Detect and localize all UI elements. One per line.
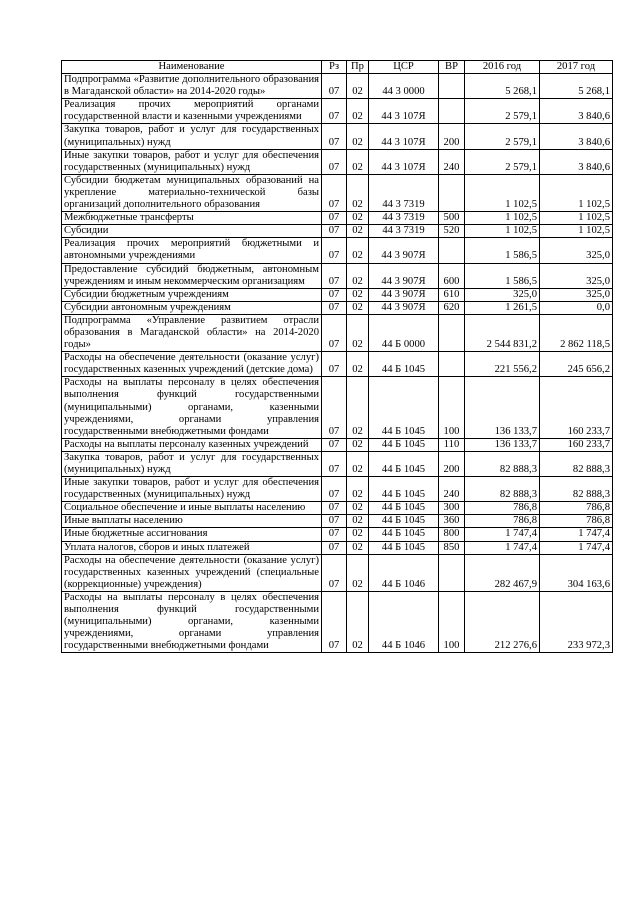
row-vr: 200 bbox=[439, 124, 465, 149]
row-amount-2017: 1 747,4 bbox=[540, 541, 613, 554]
table-row bbox=[62, 238, 613, 263]
row-rz: 07 bbox=[322, 554, 347, 591]
row-pr: 02 bbox=[347, 263, 369, 288]
row-amount-2017: 786,8 bbox=[540, 515, 613, 528]
row-pr: 02 bbox=[347, 541, 369, 554]
row-pr: 02 bbox=[347, 438, 369, 451]
table-row bbox=[62, 438, 613, 451]
row-amount-2017: 1 102,5 bbox=[540, 212, 613, 225]
table-row bbox=[62, 149, 613, 174]
table-row bbox=[62, 591, 613, 652]
table-row bbox=[62, 502, 613, 515]
row-amount-2016: 2 579,1 bbox=[465, 99, 540, 124]
row-name: Расходы на обеспечение деятельности (оказание услуг) государственных казенных учреждений (специальные (коррекционные) учреждения) bbox=[62, 554, 322, 591]
row-pr: 02 bbox=[347, 314, 369, 351]
row-rz: 07 bbox=[322, 74, 347, 99]
row-rz: 07 bbox=[322, 225, 347, 238]
row-rz: 07 bbox=[322, 314, 347, 351]
table-row bbox=[62, 528, 613, 541]
row-vr bbox=[439, 554, 465, 591]
row-pr: 02 bbox=[347, 477, 369, 502]
row-amount-2016: 212 276,6 bbox=[465, 591, 540, 652]
row-vr: 520 bbox=[439, 225, 465, 238]
row-name: Социальное обеспечение и иные выплаты населению bbox=[62, 502, 322, 515]
table-row bbox=[62, 515, 613, 528]
row-name: Расходы на выплаты персоналу в целях обеспечения выполнения функций государственными (муниципальными) органами, казенными учреждениями, органами управления государственными внебюджетными фондами bbox=[62, 591, 322, 652]
header-vr: ВР bbox=[439, 61, 465, 74]
row-amount-2017: 245 656,2 bbox=[540, 352, 613, 377]
row-amount-2017: 304 163,6 bbox=[540, 554, 613, 591]
row-rz: 07 bbox=[322, 541, 347, 554]
row-csr: 44 3 7319 bbox=[369, 174, 439, 211]
row-csr: 44 3 907Я bbox=[369, 263, 439, 288]
row-amount-2017: 325,0 bbox=[540, 288, 613, 301]
row-amount-2017: 160 233,7 bbox=[540, 377, 613, 438]
row-amount-2016: 82 888,3 bbox=[465, 477, 540, 502]
row-pr: 02 bbox=[347, 528, 369, 541]
row-name: Подпрограмма «Управление развитием отрасли образования в Магаданской области» на 2014-2020 годы» bbox=[62, 314, 322, 351]
header-name: Наименование bbox=[62, 61, 322, 74]
row-pr: 02 bbox=[347, 591, 369, 652]
row-amount-2017: 160 233,7 bbox=[540, 438, 613, 451]
row-amount-2017: 325,0 bbox=[540, 263, 613, 288]
row-amount-2017: 82 888,3 bbox=[540, 451, 613, 476]
row-amount-2017: 2 862 118,5 bbox=[540, 314, 613, 351]
row-vr: 360 bbox=[439, 515, 465, 528]
row-amount-2017: 1 747,4 bbox=[540, 528, 613, 541]
row-amount-2017: 1 102,5 bbox=[540, 174, 613, 211]
row-amount-2016: 282 467,9 bbox=[465, 554, 540, 591]
row-vr: 620 bbox=[439, 301, 465, 314]
row-rz: 07 bbox=[322, 238, 347, 263]
row-vr: 600 bbox=[439, 263, 465, 288]
row-rz: 07 bbox=[322, 174, 347, 211]
row-csr: 44 3 107Я bbox=[369, 99, 439, 124]
row-name: Иные бюджетные ассигнования bbox=[62, 528, 322, 541]
row-vr: 100 bbox=[439, 591, 465, 652]
table-row bbox=[62, 377, 613, 438]
row-csr: 44 Б 1045 bbox=[369, 541, 439, 554]
row-pr: 02 bbox=[347, 502, 369, 515]
row-csr: 44 Б 1045 bbox=[369, 477, 439, 502]
row-pr: 02 bbox=[347, 225, 369, 238]
row-name: Предоставление субсидий бюджетным, автономным учреждениям и иным некоммерческим организациям bbox=[62, 263, 322, 288]
row-rz: 07 bbox=[322, 212, 347, 225]
row-pr: 02 bbox=[347, 174, 369, 211]
row-pr: 02 bbox=[347, 99, 369, 124]
header-2016: 2016 год bbox=[465, 61, 540, 74]
row-csr: 44 3 0000 bbox=[369, 74, 439, 99]
row-amount-2016: 786,8 bbox=[465, 515, 540, 528]
row-vr: 200 bbox=[439, 451, 465, 476]
header-pr: Пр bbox=[347, 61, 369, 74]
row-amount-2017: 0,0 bbox=[540, 301, 613, 314]
table-row bbox=[62, 124, 613, 149]
row-pr: 02 bbox=[347, 149, 369, 174]
row-vr: 110 bbox=[439, 438, 465, 451]
row-amount-2016: 2 579,1 bbox=[465, 124, 540, 149]
row-amount-2016: 1 102,5 bbox=[465, 225, 540, 238]
row-csr: 44 3 907Я bbox=[369, 288, 439, 301]
row-rz: 07 bbox=[322, 528, 347, 541]
row-vr bbox=[439, 74, 465, 99]
row-name: Субсидии бюджетам муниципальных образований на укрепление материально-технической базы организаций дополнительного образования bbox=[62, 174, 322, 211]
row-csr: 44 Б 1046 bbox=[369, 591, 439, 652]
row-rz: 07 bbox=[322, 149, 347, 174]
row-vr: 100 bbox=[439, 377, 465, 438]
row-name: Иные закупки товаров, работ и услуг для обеспечения государственных (муниципальных) нужд bbox=[62, 477, 322, 502]
row-amount-2017: 5 268,1 bbox=[540, 74, 613, 99]
row-amount-2017: 82 888,3 bbox=[540, 477, 613, 502]
row-vr bbox=[439, 314, 465, 351]
table-row bbox=[62, 451, 613, 476]
row-pr: 02 bbox=[347, 212, 369, 225]
budget-table bbox=[61, 60, 613, 653]
row-name: Реализация прочих мероприятий органами государственной власти и казенными учреждениями bbox=[62, 99, 322, 124]
row-csr: 44 Б 1045 bbox=[369, 438, 439, 451]
row-rz: 07 bbox=[322, 377, 347, 438]
row-vr bbox=[439, 352, 465, 377]
row-rz: 07 bbox=[322, 591, 347, 652]
table-row bbox=[62, 301, 613, 314]
row-csr: 44 3 107Я bbox=[369, 149, 439, 174]
row-amount-2016: 1 102,5 bbox=[465, 212, 540, 225]
row-pr: 02 bbox=[347, 288, 369, 301]
row-rz: 07 bbox=[322, 502, 347, 515]
row-amount-2017: 3 840,6 bbox=[540, 99, 613, 124]
row-vr bbox=[439, 99, 465, 124]
row-amount-2016: 1 102,5 bbox=[465, 174, 540, 211]
row-pr: 02 bbox=[347, 352, 369, 377]
row-rz: 07 bbox=[322, 451, 347, 476]
row-csr: 44 3 907Я bbox=[369, 301, 439, 314]
row-amount-2016: 82 888,3 bbox=[465, 451, 540, 476]
table-row bbox=[62, 288, 613, 301]
row-amount-2016: 786,8 bbox=[465, 502, 540, 515]
row-pr: 02 bbox=[347, 301, 369, 314]
row-name: Субсидии автономным учреждениям bbox=[62, 301, 322, 314]
row-rz: 07 bbox=[322, 99, 347, 124]
row-vr: 610 bbox=[439, 288, 465, 301]
row-name: Иные выплаты населению bbox=[62, 515, 322, 528]
row-name: Расходы на выплаты персоналу в целях обеспечения выполнения функций государственными (муниципальными) органами, казенными учреждениями, органами управления государственными внебюджетными фондами bbox=[62, 377, 322, 438]
row-vr: 500 bbox=[439, 212, 465, 225]
row-amount-2016: 1 586,5 bbox=[465, 238, 540, 263]
row-amount-2016: 1 586,5 bbox=[465, 263, 540, 288]
row-vr: 300 bbox=[439, 502, 465, 515]
row-amount-2016: 1 747,4 bbox=[465, 541, 540, 554]
row-name: Субсидии бюджетным учреждениям bbox=[62, 288, 322, 301]
row-rz: 07 bbox=[322, 124, 347, 149]
row-vr: 850 bbox=[439, 541, 465, 554]
header-csr: ЦСР bbox=[369, 61, 439, 74]
row-amount-2016: 2 579,1 bbox=[465, 149, 540, 174]
row-pr: 02 bbox=[347, 515, 369, 528]
row-amount-2016: 5 268,1 bbox=[465, 74, 540, 99]
row-pr: 02 bbox=[347, 554, 369, 591]
row-name: Иные закупки товаров, работ и услуг для обеспечения государственных (муниципальных) нужд bbox=[62, 149, 322, 174]
row-amount-2017: 3 840,6 bbox=[540, 124, 613, 149]
header-rz: Рз bbox=[322, 61, 347, 74]
row-rz: 07 bbox=[322, 263, 347, 288]
row-vr bbox=[439, 174, 465, 211]
table-header-row bbox=[62, 61, 613, 74]
row-csr: 44 Б 1045 bbox=[369, 528, 439, 541]
table-row bbox=[62, 352, 613, 377]
row-pr: 02 bbox=[347, 124, 369, 149]
row-amount-2016: 325,0 bbox=[465, 288, 540, 301]
row-csr: 44 Б 0000 bbox=[369, 314, 439, 351]
row-amount-2016: 136 133,7 bbox=[465, 377, 540, 438]
table-row bbox=[62, 477, 613, 502]
row-pr: 02 bbox=[347, 74, 369, 99]
row-rz: 07 bbox=[322, 515, 347, 528]
header-2017: 2017 год bbox=[540, 61, 613, 74]
row-csr: 44 Б 1046 bbox=[369, 554, 439, 591]
row-rz: 07 bbox=[322, 288, 347, 301]
table-row bbox=[62, 541, 613, 554]
row-amount-2017: 3 840,6 bbox=[540, 149, 613, 174]
row-name: Закупка товаров, работ и услуг для государственных (муниципальных) нужд bbox=[62, 124, 322, 149]
row-rz: 07 bbox=[322, 438, 347, 451]
row-vr bbox=[439, 238, 465, 263]
row-amount-2017: 1 102,5 bbox=[540, 225, 613, 238]
table-row bbox=[62, 99, 613, 124]
row-csr: 44 Б 1045 bbox=[369, 352, 439, 377]
row-amount-2017: 325,0 bbox=[540, 238, 613, 263]
table-row bbox=[62, 174, 613, 211]
table-row bbox=[62, 74, 613, 99]
row-amount-2016: 1 747,4 bbox=[465, 528, 540, 541]
row-vr: 240 bbox=[439, 149, 465, 174]
row-amount-2017: 233 972,3 bbox=[540, 591, 613, 652]
row-name: Субсидии bbox=[62, 225, 322, 238]
row-name: Расходы на выплаты персоналу казенных учреждений bbox=[62, 438, 322, 451]
row-csr: 44 Б 1045 bbox=[369, 451, 439, 476]
row-csr: 44 3 7319 bbox=[369, 225, 439, 238]
table-row bbox=[62, 225, 613, 238]
row-name: Межбюджетные трансферты bbox=[62, 212, 322, 225]
row-name: Подпрограмма «Развитие дополнительного образования в Магаданской области» на 2014-2020 годы» bbox=[62, 74, 322, 99]
table-row bbox=[62, 263, 613, 288]
row-csr: 44 Б 1045 bbox=[369, 502, 439, 515]
row-pr: 02 bbox=[347, 238, 369, 263]
row-csr: 44 Б 1045 bbox=[369, 515, 439, 528]
row-amount-2016: 221 556,2 bbox=[465, 352, 540, 377]
row-csr: 44 Б 1045 bbox=[369, 377, 439, 438]
row-rz: 07 bbox=[322, 301, 347, 314]
row-amount-2016: 1 261,5 bbox=[465, 301, 540, 314]
row-name: Реализация прочих мероприятий бюджетными и автономными учреждениями bbox=[62, 238, 322, 263]
row-amount-2016: 136 133,7 bbox=[465, 438, 540, 451]
row-rz: 07 bbox=[322, 477, 347, 502]
row-vr: 240 bbox=[439, 477, 465, 502]
row-name: Расходы на обеспечение деятельности (оказание услуг) государственных казенных учреждений (детские дома) bbox=[62, 352, 322, 377]
row-pr: 02 bbox=[347, 377, 369, 438]
table-row bbox=[62, 554, 613, 591]
table-row bbox=[62, 314, 613, 351]
row-amount-2016: 2 544 831,2 bbox=[465, 314, 540, 351]
row-name: Уплата налогов, сборов и иных платежей bbox=[62, 541, 322, 554]
row-amount-2017: 786,8 bbox=[540, 502, 613, 515]
table-row bbox=[62, 212, 613, 225]
row-rz: 07 bbox=[322, 352, 347, 377]
row-csr: 44 3 7319 bbox=[369, 212, 439, 225]
row-csr: 44 3 907Я bbox=[369, 238, 439, 263]
row-name: Закупка товаров, работ и услуг для государственных (муниципальных) нужд bbox=[62, 451, 322, 476]
row-csr: 44 3 107Я bbox=[369, 124, 439, 149]
row-pr: 02 bbox=[347, 451, 369, 476]
row-vr: 800 bbox=[439, 528, 465, 541]
